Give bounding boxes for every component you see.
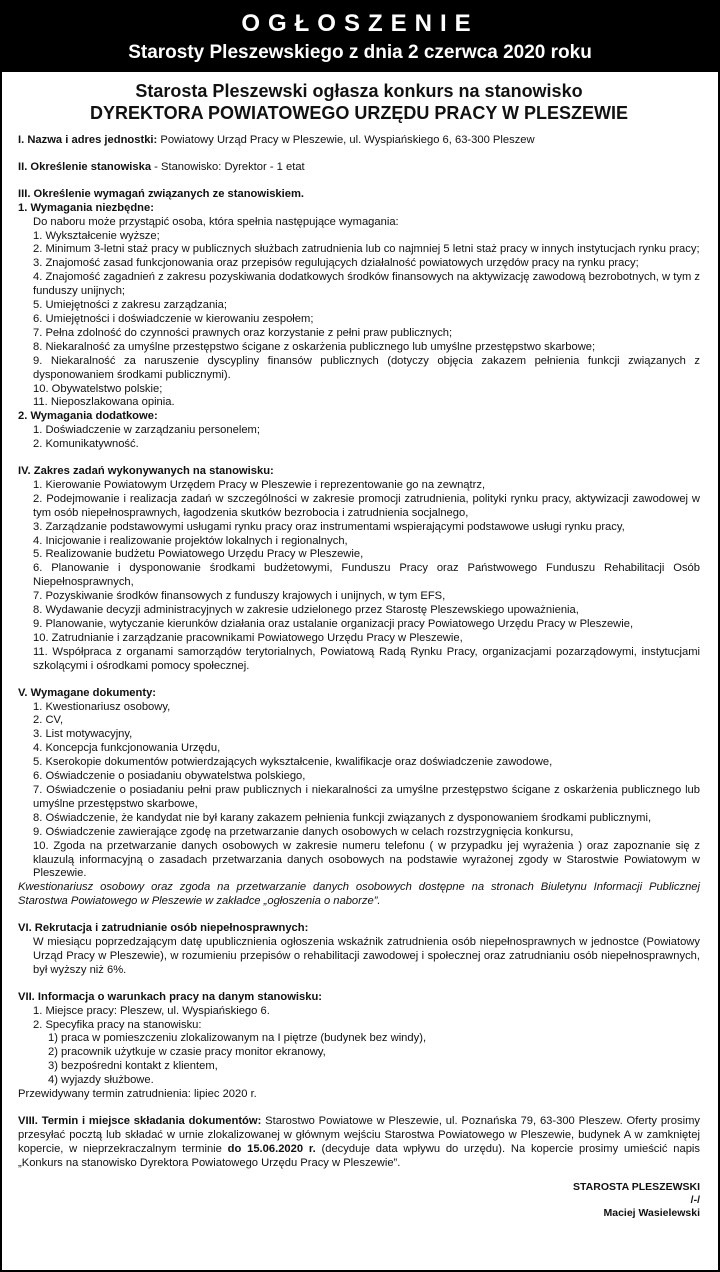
list-item: 7. Pozyskiwanie środków finansowych z funduszy krajowych i unijnych, w tym EFS, <box>33 590 446 603</box>
list-item: 1. Wykształcenie wyższe; <box>33 229 160 242</box>
signature-name: Maciej Wasielewski <box>603 1206 700 1219</box>
headline <box>18 80 700 124</box>
list-item: 7. Oświadczenie o posiadaniu pełni praw publicznych i niekaralności za umyślne przestępstwo ścigane z oskarżenia publicznego lub umyślne przestępstwo skarbowe, <box>33 783 700 810</box>
list-item: 5. Realizowanie budżetu Powiatowego Urzędu Pracy w Pleszewie, <box>33 548 364 561</box>
list-item: 3. Znajomość zasad funkcjonowania oraz przepisów regulujących działalność powiatowych urzędów pracy na rynku pracy; <box>33 257 639 270</box>
section-3-subheading-required: 1. Wymagania niezbędne: <box>18 201 154 214</box>
signature-mark: /-/ <box>690 1193 700 1206</box>
header-banner <box>2 2 718 72</box>
list-item: 8. Wydawanie decyzji administracyjnych w zakresie udzielonego przez Starostę Pleszewskiego upoważnienia, <box>33 604 579 617</box>
list-item: 8. Oświadczenie, że kandydat nie był karany zakazem pełnienia funkcji związanych z dysponowaniem środkami publicznymi, <box>33 811 652 824</box>
list-item: 9. Niekaralność za naruszenie dyscypliny finansów publicznych (dotyczy objęcia zakazem pełnienia funkcji związanych z dysponowaniem środkami publicznymi). <box>33 354 700 381</box>
list-item: 5. Kserokopie dokumentów potwierdzających wykształcenie, kwalifikacje oraz doświadczenie zawodowe, <box>33 756 553 769</box>
signature-title: STAROSTA PLESZEWSKI <box>573 1180 700 1193</box>
list-item: 2. Komunikatywność. <box>33 438 139 451</box>
section-2 <box>18 161 700 175</box>
section-5-heading: V. Wymagane dokumenty: <box>18 686 157 699</box>
list-item: 4. Koncepcja funkcjonowania Urzędu, <box>33 742 221 755</box>
list-item: 6. Umiejętności i doświadczenie w kierowaniu zespołem; <box>33 312 314 325</box>
list-item: 1. Miejsce pracy: Pleszew, ul. Wyspiańskiego 6. <box>33 1004 270 1017</box>
sub-list-item: 2) pracownik użytkuje w czasie pracy monitor ekranowy, <box>48 1046 326 1059</box>
list-item: 6. Oświadczenie o posiadaniu obywatelstwa polskiego, <box>33 770 306 783</box>
section-8-deadline: do 15.06.2020 r. <box>227 1142 316 1155</box>
headline-line-2: DYREKTORA POWIATOWEGO URZĘDU PRACY W PLESZEWIE <box>89 103 629 123</box>
section-8 <box>18 1115 700 1171</box>
section-3-intro: Do naboru może przystąpić osoba, która spełnia następujące wymagania: <box>33 215 399 228</box>
signature-block <box>18 1181 700 1220</box>
section-4-heading: IV. Zakres zadań wykonywanych na stanowisku: <box>18 465 274 478</box>
header-title: OGŁOSZENIE <box>241 10 479 37</box>
section-6-text: W miesiącu poprzedzającym datę upublicznienia ogłoszenia wskaźnik zatrudnienia osób niepełnosprawnych w jednostce (Powiatowy Urząd Pracy w Pleszewie), w rozumieniu przepisów o rehabilitacji zawodowej i społecznej oraz zatrudnianiu osób niepełnosprawnych, był wyższy niż 6%. <box>33 936 700 976</box>
section-8-label: VIII. Termin i miejsce składania dokumentów: <box>18 1115 262 1127</box>
list-item: 5. Umiejętności z zakresu zarządzania; <box>33 299 228 312</box>
section-3-subheading-additional: 2. Wymagania dodatkowe: <box>18 410 158 423</box>
section-5-note: Kwestionariusz osobowy oraz zgoda na przetwarzanie danych osobowych dostępne na stronach Biuletynu Informacji Publicznej Starostwa Powiatowego w Pleszewie w zakładce „ogłoszenia o naborze”. <box>18 881 700 908</box>
section-2-label: II. Określenie stanowiska <box>18 160 152 173</box>
section-3-heading: III. Określenie wymagań związanych ze stanowiskiem. <box>18 187 305 200</box>
sub-list-item: 1) praca w pomieszczeniu zlokalizowanym na I piętrze (budynek bez windy), <box>48 1032 427 1045</box>
list-item: 9. Planowanie, wytyczanie kierunków działania oraz ustalanie organizacji pracy Powiatowego Urzędu Pracy w Pleszewie, <box>33 618 634 630</box>
list-item: 2. Specyfika pracy na stanowisku: <box>33 1018 202 1031</box>
sub-list-item: 3) bezpośredni kontakt z klientem, <box>48 1060 218 1073</box>
list-item: 8. Niekaralność za umyślne przestępstwo ścigane z oskarżenia publicznego lub umyślne przestępstwo skarbowe; <box>33 340 596 353</box>
header-subtitle: Starosty Pleszewskiego z dnia 2 czerwca 2020 roku <box>128 42 592 63</box>
sub-list-item: 4) wyjazdy służbowe. <box>48 1074 154 1087</box>
list-item: 11. Współpraca z organami samorządów terytorialnych, Powiatową Radą Rynku Pracy, organizacjami pozarządowymi, instytucjami szkolącymi i ośrodkami pomocy społecznej. <box>33 645 700 672</box>
list-item: 4. Inicjowanie i realizowanie projektów lokalnych i regionalnych, <box>33 534 348 547</box>
headline-line-1: Starosta Pleszewski ogłasza konkurs na stanowisko <box>135 81 583 101</box>
list-item: 7. Pełna zdolność do czynności prawnych oraz korzystanie z pełni praw publicznych; <box>33 326 453 339</box>
section-7-heading: VII. Informacja o warunkach pracy na danym stanowisku: <box>18 990 323 1003</box>
list-item: 1. Kierowanie Powiatowym Urzędem Pracy w Pleszewie i reprezentowanie go na zewnątrz, <box>33 478 486 491</box>
list-item: 2. Minimum 3-letni staż pracy w publicznych służbach zatrudnienia lub co najmniej 5 letni staż pracy w innych instytucjach rynku pracy; <box>33 243 700 256</box>
list-item: 3. List motywacyjny, <box>33 728 133 741</box>
list-item: 3. Zarządzanie podstawowymi usługami rynku pracy oraz instrumentami wspierającymi podstawowe usługi rynku pracy, <box>33 520 625 533</box>
section-8-text-b: (decyduje data wpływu do urzędu). Na kopercie prosimy umieścić napis „Konkurs na stanowisko Dyrektora Powiatowego Urzędu Pracy w Pleszewie”. <box>18 1142 700 1169</box>
list-item: 2. CV, <box>33 714 64 727</box>
section-7-term: Przewidywany termin zatrudnienia: lipiec 2020 r. <box>18 1088 257 1101</box>
list-item: 10. Zatrudnianie i zarządzanie pracownikami Powiatowego Urzędu Pracy w Pleszewie, <box>33 631 463 644</box>
list-item: 1. Kwestionariusz osobowy, <box>33 700 171 713</box>
list-item: 9. Oświadczenie zawierające zgodę na przetwarzanie danych osobowych w celach rozstrzygnięcia konkursu, <box>33 825 574 838</box>
list-item: 11. Nieposzlakowana opinia. <box>33 396 175 409</box>
list-item: 1. Doświadczenie w zarządzaniu personelem; <box>33 424 260 437</box>
section-1-label: I. Nazwa i adres jednostki: <box>18 134 158 146</box>
list-item: 10. Obywatelstwo polskie; <box>33 382 163 395</box>
list-item: 10. Zgoda na przetwarzanie danych osobowych w zakresie numeru telefonu ( w przypadku jej wyrażenia ) oraz zapoznanie się z klauzulą informacyjną o zasadach przetwarzania danych osobowych na podstawie wyrażonej zgody w Starostwie Powiatowym w Pleszewie. <box>33 839 700 880</box>
list-item: 4. Znajomość zagadnień z zakresu pozyskiwania dodatkowych środków finansowych na aktywizację zawodową bezrobotnych, w tym z funduszy unijnych; <box>33 271 700 298</box>
section-1-text: Powiatowy Urząd Pracy w Pleszewie, ul. Wyspiańskiego 6, 63-300 Pleszew <box>157 134 535 146</box>
announcement-body <box>18 134 700 1220</box>
section-2-text: - Stanowisko: Dyrektor - 1 etat <box>151 160 305 173</box>
announcement-content <box>2 72 718 1220</box>
section-1 <box>18 134 700 148</box>
list-item: 6. Planowanie i dysponowanie środkami budżetowymi, Funduszu Pracy oraz Państwowego Funduszu Rehabilitacji Osób Niepełnosprawnych, <box>33 562 700 589</box>
section-8-text-a: Starostwo Powiatowe w Pleszewie, ul. Poznańska 79, 63-300 Pleszew. Oferty prosimy przesyłać pocztą lub składać w urnie zlokalizowanej w głównym wejściu Starostwa Powiatowego w Pleszewie, budynek A w zamkniętej kopercie, w nieprzekraczalnym terminie <box>18 1115 700 1155</box>
section-6-heading: VI. Rekrutacja i zatrudnianie osób niepełnosprawnych: <box>18 922 309 935</box>
list-item: 2. Podejmowanie i realizacja zadań w szczególności w zakresie promocji zatrudnienia, polityki rynku pracy, aktywizacji zawodowej w tym osób niepełnosprawnych, łagodzenia skutków bezrobocia i zatrudnienia socjalnego, <box>33 492 700 519</box>
